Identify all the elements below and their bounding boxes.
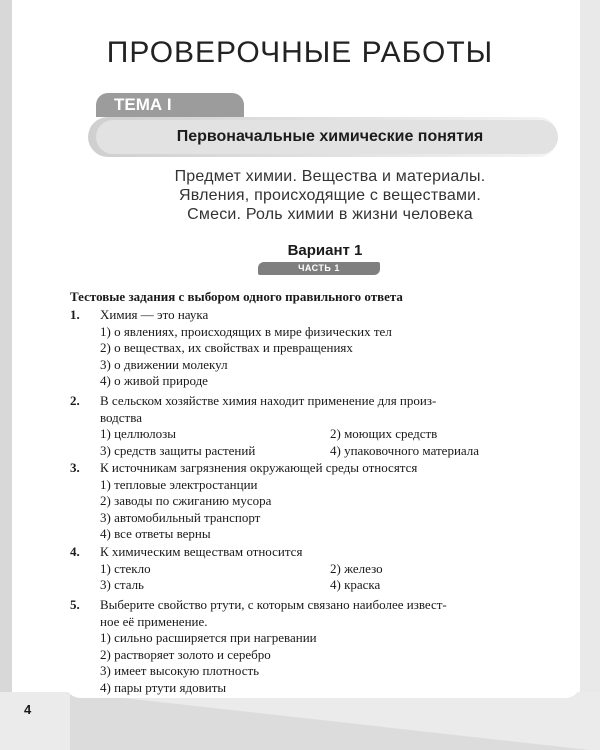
left-margin-strip [0,0,12,750]
question-1 [70,307,560,390]
answer-row [100,561,560,578]
answer-option: 4) пары ртути ядовиты [100,679,227,695]
answer-option: 3) средств защиты растений [100,442,256,458]
right-margin-strip [580,0,600,750]
question-4 [70,544,560,594]
answer-option: 2) растворяет золото и серебро [100,646,271,662]
answer-row [100,443,560,460]
answer-option: 1) стекло [100,560,151,576]
question-text: К источникам загрязнения окружающей среды относятся [100,460,418,475]
answer-option: 3) имеет высокую плотность [100,663,260,678]
question-text: Химия — это наука [100,307,209,322]
answer-row [100,577,560,594]
answer-option: 4) все ответы верны [100,526,211,541]
answer-option: 1) о явлениях, происходящих в мире физических тел [100,323,392,339]
question-number: 4. [70,544,80,559]
page-number: 4 [24,702,32,717]
answer-option: 2) заводы по сжиганию мусора [100,493,272,508]
subtitle-line-1: Предмет химии. Вещества и материалы. [174,168,486,185]
question-number: 2. [70,393,80,408]
answer-option: 2) моющих средств [330,426,438,441]
theme-tab: ТЕМА I [96,93,244,117]
question-number: 3. [70,460,80,475]
answer-row [100,426,560,443]
subtitle-line-3: Смеси. Роль химии в жизни человека [187,206,473,223]
answer-option: 2) железо [330,560,383,576]
question-3 [70,460,560,543]
answer-option: 3) сталь [100,577,144,592]
question-number: 1. [70,307,80,322]
answer-option: 4) упаковочного материала [330,442,480,458]
section-heading: Тестовые задания с выбором одного правильного ответа [70,289,403,304]
question-text-line-2: ное её применение. [100,613,208,629]
part-badge: ЧАСТЬ 1 [258,262,380,275]
answer-option: 3) о движении молекул [100,356,228,372]
answer-option: 4) о живой природе [100,373,208,388]
subtitle-line-2: Явления, происходящие с веществами. [179,187,481,204]
question-2 [70,393,560,459]
question-5 [70,597,560,696]
question-number: 5. [70,597,80,612]
question-text-line-2: водства [100,409,142,425]
page-title: ПРОВЕРОЧНЫЕ РАБОТЫ [106,36,494,69]
question-text: К химическим веществам относится [100,544,303,559]
answer-option: 1) тепловые электростанции [100,476,258,492]
theme-title: Первоначальные химические понятия [176,128,484,145]
answer-option: 4) краска [330,577,381,592]
question-text-line-1: В сельском хозяйстве химия находит применение для произ- [100,393,437,408]
answer-option: 2) о веществах, их свойствах и превращениях [100,340,353,355]
answer-option: 1) целлюлозы [100,426,177,441]
answer-option: 3) автомобильный транспорт [100,509,261,525]
variant-heading: Вариант 1 [287,242,363,259]
bottom-diagonal-shade [70,692,590,750]
answer-option: 1) сильно расширяется при нагревании [100,630,317,645]
question-text-line-1: Выберите свойство ртути, с которым связано наиболее извест- [100,597,447,612]
